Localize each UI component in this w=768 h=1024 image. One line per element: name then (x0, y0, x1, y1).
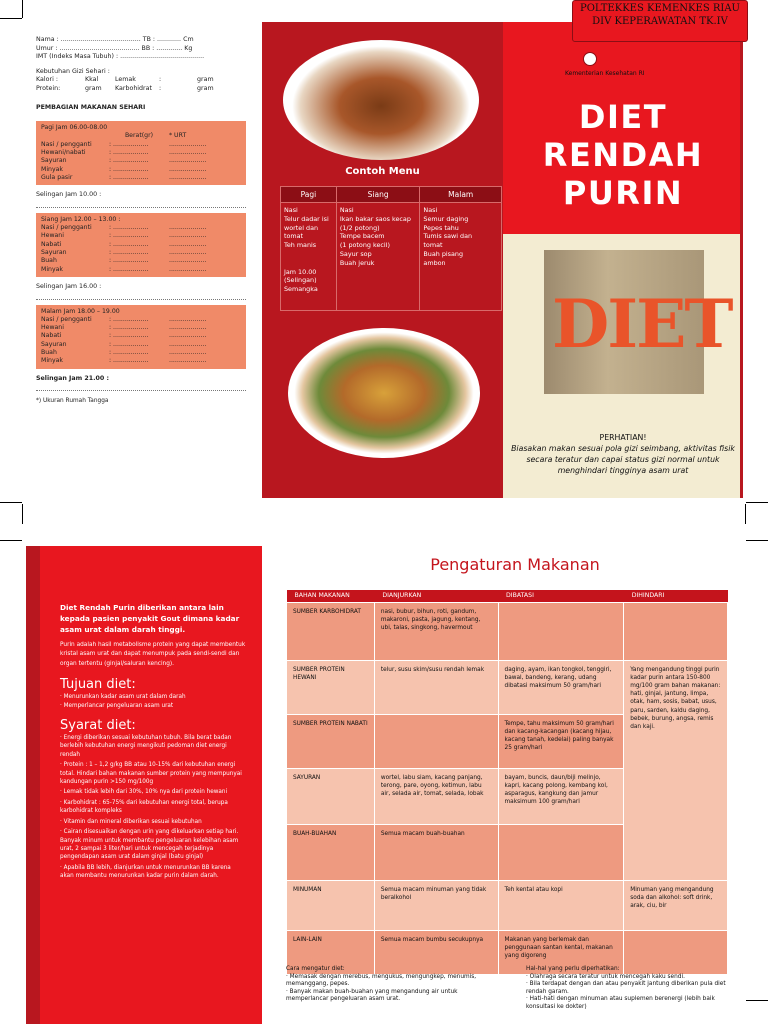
menu-item: Nasi (339, 206, 354, 214)
reg-cell-bahan: LAIN-LAIN (287, 931, 375, 975)
footer-right-item: · Bila terdapat dengan dan atau penyakit jantung diberikan pula diet rendah garam. (526, 981, 726, 995)
reg-cell-anjur: nasi, bubur, bihun, roti, gandum, makaroni, pasta, jagung, kentang, ubi, talas, singkong, havermout (374, 603, 498, 661)
karbohidrat-unit: gram (197, 84, 214, 92)
menu-header-siang: Siang (336, 187, 420, 203)
meal-malam-title: Malam Jam 18.00 – 19.00 (41, 307, 120, 315)
meal-item-label: Sayuran (41, 157, 67, 165)
syarat-item: · Energi diberikan sesuai kebutuhan tubuh. Bila berat badan berlebih kebutuhan energi mengikuti pedoman diet energi rendah (60, 734, 246, 759)
kalori-label: Kalori : (36, 76, 58, 84)
meal-item-label: Minyak (41, 265, 64, 273)
kalori-unit: Kkal (85, 76, 99, 84)
dotted-line (36, 202, 246, 208)
reg-cell-bahan: SUMBER PROTEIN HEWANI (287, 661, 375, 715)
syarat-item: · Lemak tidak lebih dari 30%, 10% nya dari protein hewani (60, 788, 246, 796)
meal-item-urt-dots: ................... (169, 173, 207, 181)
regulation-row (287, 603, 728, 661)
reg-cell-batas (498, 603, 624, 661)
crop-mark (0, 18, 22, 19)
meal-item-row (41, 241, 241, 249)
meal-item-weight-dots: : .................. (109, 257, 149, 265)
karbohidrat-label: Karbohidrat (115, 84, 152, 92)
menu-item: Nasi (423, 206, 438, 214)
menu-item (284, 250, 333, 259)
menu-cell-pagi (281, 203, 337, 311)
food-assortment-image (288, 328, 480, 458)
meal-item-row (41, 157, 241, 165)
reg-cell-anjur (374, 715, 498, 769)
institution-line2: DIV KEPERAWATAN TK.IV (592, 15, 728, 27)
reg-cell-hindari (624, 603, 728, 661)
footer-left-item: · Banyak makan buah-buahan yang mengandung air untuk memperlancar pengeluaran asam urat. (286, 988, 458, 1003)
reg-cell-batas: Teh kental atau kopi (498, 881, 624, 931)
meal-item-label: Sayuran (41, 340, 67, 348)
menu-item: Buah jeruk (339, 258, 375, 267)
menu-item: Nasi (284, 206, 298, 214)
pembagian-title: PEMBAGIAN MAKANAN SEHARI (36, 103, 146, 111)
meal-item-row (41, 341, 241, 349)
meal-item-weight-dots: : .................. (109, 265, 149, 273)
crop-mark (0, 540, 22, 541)
selingan-1 (36, 191, 246, 208)
meal-item-row (41, 249, 241, 257)
regulation-title: Pengaturan Makanan (430, 555, 600, 574)
crop-mark (0, 502, 22, 503)
meal-item-urt-dots: ................... (169, 315, 207, 323)
syarat-list (60, 734, 246, 881)
reg-cell-bahan: SUMBER PROTEIN NABATI (287, 715, 375, 769)
crop-mark (746, 540, 768, 541)
crop-mark (22, 0, 23, 18)
meal-item-urt-dots: ................... (169, 240, 207, 248)
syarat-item: · Cairan disesuaikan dengan urin yang dikeluarkan setiap hari. Banyak minum untuk membantu pengeluaran kelebihan asam urat, 2 sampai 3 liter/hari untuk mencegah terjadinya pengendapan asam urat dalam ginjal (batu ginjal) (60, 828, 246, 862)
selingan-1-label: Selingan Jam 10.00 : (36, 191, 102, 199)
menu-item: Pepes tahu (423, 223, 459, 232)
meal-item-weight-dots: : .................. (109, 165, 149, 173)
reg-cell-bahan: SUMBER KARBOHIDRAT (287, 603, 375, 661)
meal-item-row (41, 349, 241, 357)
meal-item-label: Sayuran (41, 249, 67, 257)
grilled-fish-image (283, 40, 479, 160)
urt-header: * URT (169, 132, 187, 140)
reg-hindari-title: Yang mengandung tinggi purin (630, 667, 720, 674)
meal-item-weight-dots: : .................. (109, 232, 149, 240)
ministry-label: Kementerian Kesehatan RI (565, 70, 645, 77)
meal-item-label: Hewani (41, 232, 64, 240)
meal-item-weight-dots: : .................. (109, 240, 149, 248)
reg-header-hindari: DIHINDARI (624, 590, 728, 603)
meal-item-weight-dots: : .................. (109, 224, 149, 232)
menu-item: Telur dadar isi (284, 214, 329, 223)
footer-left-title: Cara mengatur diet: (286, 966, 345, 972)
syarat-item: · Protein : 1 – 1,2 g/kg BB atau 10-15% dari kebutuhan energi total. Hindari bahan makanan sumber protein yang mempunyai kandungan purin >150 mg/100g (60, 761, 246, 786)
meal-item-urt-dots: ................... (169, 232, 207, 240)
berat-header: Berat(gr) (124, 132, 154, 140)
reg-hindari-purin: kadar purin antara 150-800 mg/100 gram bahan makanan: hati, ginjal, jantung, limpa, otak, ham, sosis, babat, usus, paru, sarden, kaldu daging, bebek, burung, angsa, remis dan kaji. (630, 675, 721, 730)
reg-cell-bahan: MINUMAN (287, 881, 375, 931)
meal-item-urt-dots: ................... (169, 140, 207, 148)
meal-item-row (41, 316, 241, 324)
tujuan-item: · Memperlancar pengeluaran asam urat (60, 702, 246, 710)
reg-cell-hindari: Minuman yang mengandung soda dan alkohol: soft drink, arak, ciu, bir (624, 881, 728, 931)
attention-text: Biasakan makan sesuai pola gizi seimbang, aktivitas fisik secara teratur dan capai status gizi normal untuk menghindari tingginya asam urat (511, 444, 735, 475)
karbohidrat-colon: : (159, 84, 162, 92)
diet-form (36, 36, 246, 406)
tujuan-item: · Menurunkan kadar asam urat dalam darah (60, 693, 246, 701)
umur-line: Umur : ........................................ BB : ............. Kg (36, 44, 193, 52)
reg-cell-anjur: wortel, labu siam, kacang panjang, terong, pare, oyong, ketimun, labu air, selada air, tomat, selada, lobak (374, 769, 498, 825)
meal-item-label: Hewani (41, 324, 64, 332)
cover-title-line1: DIET (578, 98, 668, 136)
meal-item-weight-dots: : .................. (109, 348, 149, 356)
meal-item-row (41, 174, 241, 182)
reg-cell-bahan: BUAH-BUAHAN (287, 825, 375, 881)
syarat-title: Syarat diet: (60, 718, 136, 734)
syarat-item: · Apabila BB lebih, dianjurkan untuk menurunkan BB karena akan membantu menurunkan kadar purin dalam darah. (60, 864, 246, 881)
regulation-row (287, 661, 728, 715)
meal-item-urt-dots: ................... (169, 324, 207, 332)
menu-item: (1 potong kecil) (339, 241, 390, 250)
meal-item-row (41, 332, 241, 340)
menu-item: Jam 10.00 (284, 267, 317, 276)
meal-siang (36, 213, 246, 277)
meal-item-label: Hewani/nabati (41, 149, 86, 157)
meal-item-label: Nasi / pengganti (41, 315, 92, 323)
meal-malam (36, 305, 246, 369)
attention-box (510, 432, 736, 476)
urt-note: *) Ukuran Rumah Tangga (36, 398, 109, 405)
cover-title-line3: PURIN (562, 174, 684, 212)
tujuan-list (60, 693, 246, 710)
menu-item: (Selingan) (284, 276, 317, 285)
meal-item-urt-dots: ................... (169, 357, 207, 365)
crop-mark (22, 504, 23, 524)
meal-item-row (41, 149, 241, 157)
meal-item-row (41, 166, 241, 174)
lemak-label: Lemak (115, 76, 136, 84)
meal-pagi-title: Pagi Jam 06.00-08.00 (41, 124, 108, 132)
reg-cell-anjur: telur, susu skim/susu rendah lemak (374, 661, 498, 715)
reg-cell-batas: daging, ayam, ikan tongkol, tenggiri, bawal, bandeng, kerang, udang dibatasi maksimum 50 gram/hari (498, 661, 624, 715)
menu-item: Ikan bakar saos kecap (339, 214, 411, 223)
meal-item-row (41, 224, 241, 232)
protein-unit: gram (85, 84, 102, 92)
meal-item-label: Nasi / pengganti (41, 140, 92, 148)
reg-cell-anjur: Semua macam minuman yang tidak beralkohol (374, 881, 498, 931)
reg-cell-anjur: Semua macam bumbu secukupnya (374, 931, 498, 975)
lemak-unit: gram (197, 76, 214, 84)
meal-header (41, 132, 241, 140)
meal-item-urt-dots: ................... (169, 249, 207, 257)
cover-title-line2: RENDAH (542, 136, 704, 174)
menu-item: (1/2 potong) (339, 223, 380, 232)
menu-item: Semangka (284, 285, 318, 294)
meal-item-weight-dots: : .................. (109, 140, 149, 148)
intro-text (60, 602, 246, 883)
cover-title (503, 98, 743, 212)
syarat-item: · Vitamin dan mineral diberikan sesuai kebutuhan (60, 818, 246, 826)
reg-cell-batas: Tempe, tahu maksimum 50 gram/hari dan kacang-kacangan (kacang hijau, kacang tanah, kedelai) paling banyak 25 gram/hari (498, 715, 624, 769)
meal-item-urt-dots: ................... (169, 348, 207, 356)
meal-item-urt-dots: ................... (169, 165, 207, 173)
reg-cell-batas: bayam, buncis, daun/biji melinjo, kapri, kacang polong, kembang kol, asparagus, kangkung dan jamur maksimum 100 gram/hari (498, 769, 624, 825)
syarat-item: · Karbohidrat : 65-75% dari kebutuhan energi total, berupa karbohidrat kompleks (60, 799, 246, 816)
meal-item-weight-dots: : .................. (109, 340, 149, 348)
dotted-line (36, 294, 246, 300)
menu-item: tomat (423, 241, 443, 250)
meal-item-urt-dots: ................... (169, 265, 207, 273)
selingan-3-label: Selingan Jam 21.00 : (36, 374, 110, 382)
diet-image-text: DIET (552, 285, 732, 363)
nama-line: Nama : ........................................ TB : ............ Cm (36, 36, 194, 43)
imt-line: IMT (Indeks Masa Tubuh) : .......................................... (36, 53, 205, 61)
menu-item: Tumis sawi dan (423, 232, 473, 241)
reg-cell-anjur: Semua macam buah-buahan (374, 825, 498, 881)
menu-table (280, 186, 502, 311)
tujuan-title: Tujuan diet: (60, 677, 136, 693)
meal-item-weight-dots: : .................. (109, 173, 149, 181)
meal-item-weight-dots: : .................. (109, 157, 149, 165)
menu-item (284, 259, 333, 268)
meal-pagi (36, 121, 246, 185)
reg-cell-batas: Makanan yang berlemak dan penggunaan santan kental, makanan yang digoreng (498, 931, 624, 975)
meal-item-urt-dots: ................... (169, 224, 207, 232)
meal-siang-title: Siang Jam 12.00 – 13.00 : (41, 215, 121, 223)
intro-lead: Diet Rendah Purin diberikan antara lain kepada pasien penyakit Gout dimana kadar asam urat dalam darah tinggi. (60, 603, 240, 634)
meal-item-weight-dots: : .................. (109, 357, 149, 365)
meal-item-weight-dots: : .................. (109, 315, 149, 323)
intro-panel-edge (26, 546, 40, 1024)
reg-cell-hindari (624, 661, 728, 881)
footer-left-item: · Memasak dengan merebus, mengukus, mengungkep, menumis, memanggang, pepes. (286, 973, 477, 988)
meal-item-label: Buah (41, 257, 57, 265)
meal-item-weight-dots: : .................. (109, 332, 149, 340)
footer-right-item: · Hati-hati dengan minuman atau suplemen berenergi (lebih baik konsultasi ke dokter) (526, 996, 715, 1010)
footer-right-item: · Olahraga secara teratur untuk mencegah kaku sendi. (526, 973, 685, 980)
menu-item: Buah pisang (423, 249, 464, 258)
meal-item-row (41, 324, 241, 332)
meal-item-label: Gula pasir (41, 173, 73, 181)
menu-item: Sayur sop (339, 249, 372, 258)
meal-item-weight-dots: : .................. (109, 149, 149, 157)
meal-item-row (41, 257, 241, 265)
menu-title: Contoh Menu (345, 166, 420, 177)
crop-mark (745, 504, 746, 524)
menu-item: Semur daging (423, 214, 469, 223)
meal-item-weight-dots: : .................. (109, 324, 149, 332)
crop-mark (746, 1000, 768, 1001)
institution-line1: POLTEKKES KEMENKES RIAU (580, 3, 740, 14)
reg-header-bahan: BAHAN MAKANAN (287, 590, 375, 603)
regulation-table (286, 590, 728, 975)
footer-left (286, 966, 496, 1004)
menu-cell-siang (336, 203, 420, 311)
meal-item-row (41, 357, 241, 365)
meal-item-label: Minyak (41, 357, 64, 365)
meal-item-weight-dots: : .................. (109, 249, 149, 257)
reg-header-anjur: DIANJURKAN (374, 590, 498, 603)
menu-header-pagi: Pagi (281, 187, 337, 203)
menu-item: Tempe bacem (339, 232, 385, 241)
reg-cell-batas (498, 825, 624, 881)
cover-edge (740, 22, 743, 498)
protein-label: Protein: (36, 84, 61, 92)
meal-item-row (41, 232, 241, 240)
footer-right (526, 966, 726, 1012)
menu-header-malam: Malam (420, 187, 502, 203)
dotted-line (36, 385, 246, 391)
selingan-2-label: Selingan Jam 16.00 : (36, 282, 102, 290)
meal-item-row (41, 266, 241, 274)
lemak-colon: : (159, 76, 162, 84)
ministry-emblem-icon (583, 52, 597, 66)
crop-mark (746, 502, 768, 503)
meal-item-urt-dots: ................... (169, 149, 207, 157)
institution-box (572, 0, 748, 42)
meal-item-urt-dots: ................... (169, 340, 207, 348)
kalori-row (36, 76, 246, 85)
menu-item: tomat (284, 232, 304, 241)
protein-row (36, 85, 246, 94)
selingan-2 (36, 283, 246, 300)
meal-item-row (41, 141, 241, 149)
menu-cell-malam (420, 203, 502, 311)
regulation-row (287, 881, 728, 931)
meal-item-label: Minyak (41, 165, 64, 173)
intro-desc: Purin adalah hasil metabolisme protein yang dapat membentuk kristal asam urat dan dapat menumpuk pada sendi-sendi dan organ tertentu (ginjal/saluran kencing). (60, 642, 246, 667)
meal-item-label: Nasi / pengganti (41, 224, 92, 232)
meal-item-label: Buah (41, 348, 57, 356)
reg-header-batas: DIBATASI (498, 590, 624, 603)
menu-item: wortel dan (284, 223, 319, 232)
attention-title: PERHATIAN! (599, 433, 647, 442)
meal-item-label: Nabati (41, 332, 62, 340)
meal-item-urt-dots: ................... (169, 332, 207, 340)
meal-item-urt-dots: ................... (169, 157, 207, 165)
footer-right-title: Hal-hal yang perlu diperhatikan: (526, 966, 620, 972)
reg-cell-bahan: SAYURAN (287, 769, 375, 825)
kebutuhan-label: Kebutuhan Gizi Sehari : (36, 67, 110, 75)
meal-item-urt-dots: ................... (169, 257, 207, 265)
menu-item: ambon (423, 258, 446, 267)
menu-item: Teh manis (284, 241, 317, 250)
meal-item-label: Nabati (41, 240, 62, 248)
selingan-3 (36, 375, 246, 392)
